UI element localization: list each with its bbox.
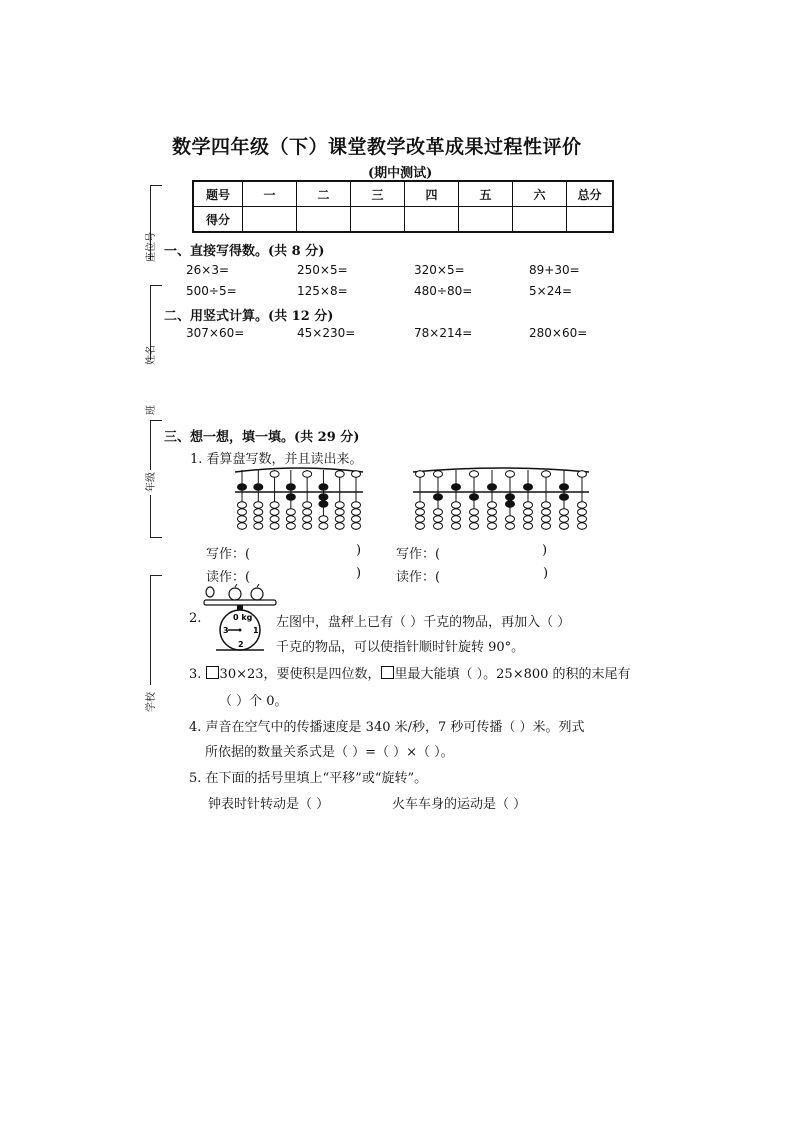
abacus-lower-bead xyxy=(452,516,461,523)
abacus-lower-bead xyxy=(506,516,515,523)
abacus-lower-bead xyxy=(416,509,425,516)
scale-label-left: 3 xyxy=(223,626,229,635)
question-2-line-2: 千克的物品，可以使指针顺时针旋转 90°。 xyxy=(276,640,525,655)
abacus-lower-bead xyxy=(352,502,361,509)
abacus-lower-bead xyxy=(434,509,443,516)
abacus-lower-bead xyxy=(524,523,533,530)
abacus-lower-bead xyxy=(488,502,497,509)
school-label: 学校 xyxy=(146,692,157,712)
abacus-lower-bead xyxy=(270,516,279,523)
read-close-left: ) xyxy=(356,566,362,581)
abacus-lower-bead xyxy=(434,494,443,501)
score-cell: 三 xyxy=(351,181,405,207)
calc-item: 26×3= xyxy=(186,263,230,277)
score-table-score-row xyxy=(193,207,613,233)
calc-item: 125×8= xyxy=(297,284,348,298)
abacus-lower-bead xyxy=(352,523,361,530)
score-table xyxy=(192,180,614,233)
margin-divider xyxy=(150,420,162,421)
vertical-calc-item: 280×60= xyxy=(529,326,588,340)
abacus-lower-bead xyxy=(542,509,551,516)
section-3-heading: 三、想一想，填一填。(共 29 分) xyxy=(164,430,360,445)
grade-label: 年级 xyxy=(146,472,157,492)
abacus-lower-bead xyxy=(524,516,533,523)
abacus-lower-bead xyxy=(352,509,361,516)
abacus-upper-bead xyxy=(560,484,569,491)
abacus-lower-bead xyxy=(434,523,443,530)
abacus-upper-bead xyxy=(488,484,497,491)
question-2-line-1: 左图中，盘秤上已有（ ）千克的物品，再加入（ ） xyxy=(276,615,571,630)
margin-line xyxy=(150,575,151,685)
abacus-lower-bead xyxy=(254,509,263,516)
section-1-heading: 一、直接写得数。(共 8 分) xyxy=(164,244,325,259)
question-5-line-1: 5. 在下面的括号里填上“平移”或“旋转”。 xyxy=(189,771,428,786)
score-cell: 题号 xyxy=(193,181,243,207)
margin-divider xyxy=(150,285,162,286)
blank-box-icon xyxy=(381,666,394,679)
scale-label-right: 1 xyxy=(253,626,259,635)
abacus-lower-bead xyxy=(578,502,587,509)
abacus-lower-bead xyxy=(319,501,328,508)
read-label-left: 读作：( xyxy=(206,570,251,585)
abacus-lower-bead xyxy=(470,509,479,516)
abacus-right xyxy=(413,468,589,530)
abacus-upper-bead xyxy=(319,484,328,491)
abacus-lower-bead xyxy=(416,523,425,530)
margin-divider xyxy=(150,185,162,186)
margin-line xyxy=(150,495,151,537)
question-3-line-1 xyxy=(189,663,631,682)
score-cell: 六 xyxy=(513,181,567,207)
write-close-left: ) xyxy=(356,543,362,558)
abacus-lower-bead xyxy=(542,502,551,509)
score-cell: 二 xyxy=(297,181,351,207)
score-cell: 一 xyxy=(243,181,297,207)
abacus-lower-bead xyxy=(319,523,328,530)
abacus-upper-bead xyxy=(286,484,295,491)
scale-image xyxy=(201,584,281,652)
scale-label-bottom: 2 xyxy=(238,640,244,649)
section-2-heading: 二、用竖式计算。(共 12 分) xyxy=(164,309,334,324)
abacus-lower-bead xyxy=(560,509,569,516)
calc-item: 320×5= xyxy=(414,263,465,277)
abacus-lower-bead xyxy=(335,516,344,523)
abacus-lower-bead xyxy=(286,523,295,530)
class-label: 班 xyxy=(146,405,157,415)
page-title: 数学四年级（下）课堂教学改革成果过程性评价 xyxy=(172,136,582,158)
margin-line xyxy=(150,420,151,470)
abacus-upper-bead xyxy=(542,471,551,478)
seat-number-label: 座位号 xyxy=(146,232,157,262)
abacus-lower-bead xyxy=(286,516,295,523)
question-4-line-2: 所依据的数量关系式是（ ）=（ ）×（ ）。 xyxy=(205,745,454,760)
abacus-lower-bead xyxy=(254,516,263,523)
score-input-cell[interactable] xyxy=(351,207,405,233)
question-3-text-a: 30×23，要使积是四位数， xyxy=(219,667,381,682)
abacus-lower-bead xyxy=(238,523,247,530)
abacus-lower-bead xyxy=(303,509,312,516)
abacus-upper-bead xyxy=(303,471,312,478)
question-5-left: 钟表时针转动是（ ） xyxy=(208,797,330,812)
question-4-line-1: 4. 声音在空气中的传播速度是 340 米/秒，7 秒可传播（ ）米。列式 xyxy=(189,720,585,735)
abacus-lower-bead xyxy=(238,516,247,523)
score-label: 得分 xyxy=(193,207,243,233)
calc-item: 500÷5= xyxy=(186,284,237,298)
question-3-text-b: 里最大能填（ ）。25×800 的积的末尾有 xyxy=(394,667,631,682)
abacus-lower-bead xyxy=(578,516,587,523)
abacus-lower-bead xyxy=(488,516,497,523)
blank-box-icon xyxy=(206,666,219,679)
abacus-left xyxy=(235,468,363,530)
abacus-upper-bead xyxy=(416,471,425,478)
abacus-lower-bead xyxy=(506,494,515,501)
abacus-upper-bead xyxy=(434,471,443,478)
abacus-upper-bead xyxy=(506,471,515,478)
abacus-lower-bead xyxy=(488,523,497,530)
abacus-lower-bead xyxy=(286,509,295,516)
abacus-lower-bead xyxy=(488,509,497,516)
read-close-right: ) xyxy=(543,566,549,581)
abacus-upper-bead xyxy=(452,484,461,491)
scale-label-top: 0 kg xyxy=(233,613,253,622)
write-close-right: ) xyxy=(542,543,548,558)
margin-divider xyxy=(150,575,162,576)
abacus-lower-bead xyxy=(303,523,312,530)
abacus-lower-bead xyxy=(506,523,515,530)
page-subtitle: (期中测试) xyxy=(368,166,433,181)
vertical-calc-item: 78×214= xyxy=(414,326,473,340)
abacus-upper-bead xyxy=(238,484,247,491)
abacus-lower-bead xyxy=(303,516,312,523)
abacus-upper-bead xyxy=(270,471,279,478)
abacus-lower-bead xyxy=(560,516,569,523)
abacus-lower-bead xyxy=(270,502,279,509)
abacus-lower-bead xyxy=(254,523,263,530)
score-cell: 四 xyxy=(405,181,459,207)
abacus-lower-bead xyxy=(560,494,569,501)
calc-item: 89+30= xyxy=(529,263,580,277)
abacus-upper-bead xyxy=(470,471,479,478)
abacus-upper-bead xyxy=(578,471,587,478)
abacus-lower-bead xyxy=(335,502,344,509)
score-input-cell[interactable] xyxy=(513,207,567,233)
abacus-lower-bead xyxy=(416,502,425,509)
abacus-lower-bead xyxy=(470,516,479,523)
abacus-lower-bead xyxy=(578,509,587,516)
score-input-cell[interactable] xyxy=(405,207,459,233)
abacus-upper-bead xyxy=(335,471,344,478)
abacus-lower-bead xyxy=(238,509,247,516)
abacus-lower-bead xyxy=(470,523,479,530)
abacus-lower-bead xyxy=(303,502,312,509)
abacus-lower-bead xyxy=(470,494,479,501)
abacus-lower-bead xyxy=(434,516,443,523)
abacus-lower-bead xyxy=(542,523,551,530)
abacus-frame-top xyxy=(235,468,363,472)
abacus-lower-bead xyxy=(506,501,515,508)
score-input-cell[interactable] xyxy=(297,207,351,233)
question-1-text: 1. 看算盘写数，并且读出来。 xyxy=(190,452,363,467)
name-label: 姓名 xyxy=(146,345,157,365)
abacus-lower-bead xyxy=(416,516,425,523)
abacus-lower-bead xyxy=(452,523,461,530)
vertical-calc-item: 45×230= xyxy=(297,326,356,340)
abacus-upper-bead xyxy=(352,471,361,478)
calc-item: 250×5= xyxy=(297,263,348,277)
write-label-left: 写作：( xyxy=(206,547,251,562)
abacus-lower-bead xyxy=(254,502,263,509)
abacus-lower-bead xyxy=(270,509,279,516)
abacus-lower-bead xyxy=(270,523,279,530)
score-input-cell[interactable] xyxy=(459,207,513,233)
calc-item: 480÷80= xyxy=(414,284,473,298)
calc-item: 5×24= xyxy=(529,284,573,298)
question-2-number: 2. xyxy=(189,611,202,626)
score-cell: 五 xyxy=(459,181,513,207)
abacus-lower-bead xyxy=(578,523,587,530)
abacus-lower-bead xyxy=(352,516,361,523)
score-input-cell[interactable] xyxy=(567,207,614,233)
score-table-header-row xyxy=(193,181,613,207)
abacus-lower-bead xyxy=(452,509,461,516)
abacus-lower-bead xyxy=(524,502,533,509)
read-label-right: 读作：( xyxy=(396,570,441,585)
abacus-lower-bead xyxy=(542,516,551,523)
abacus-lower-bead xyxy=(335,523,344,530)
abacus-lower-bead xyxy=(560,523,569,530)
abacus-lower-bead xyxy=(452,502,461,509)
abacus-left-image xyxy=(234,464,364,534)
abacus-lower-bead xyxy=(524,509,533,516)
vertical-calc-item: 307×60= xyxy=(186,326,245,340)
abacus-upper-bead xyxy=(524,484,533,491)
abacus-upper-bead xyxy=(254,484,263,491)
score-cell: 总分 xyxy=(567,181,614,207)
write-label-right: 写作：( xyxy=(396,547,441,562)
abacus-lower-bead xyxy=(238,502,247,509)
margin-divider xyxy=(150,537,162,538)
abacus-lower-bead xyxy=(286,494,295,501)
abacus-lower-bead xyxy=(319,494,328,501)
abacus-lower-bead xyxy=(319,516,328,523)
score-input-cell[interactable] xyxy=(243,207,297,233)
abacus-lower-bead xyxy=(335,509,344,516)
question-3-line-2: （ ）个 0。 xyxy=(219,694,288,709)
abacus-right-image xyxy=(412,464,590,534)
question-5-right: 火车车身的运动是（ ） xyxy=(392,797,527,812)
question-3-number: 3. xyxy=(189,667,202,682)
